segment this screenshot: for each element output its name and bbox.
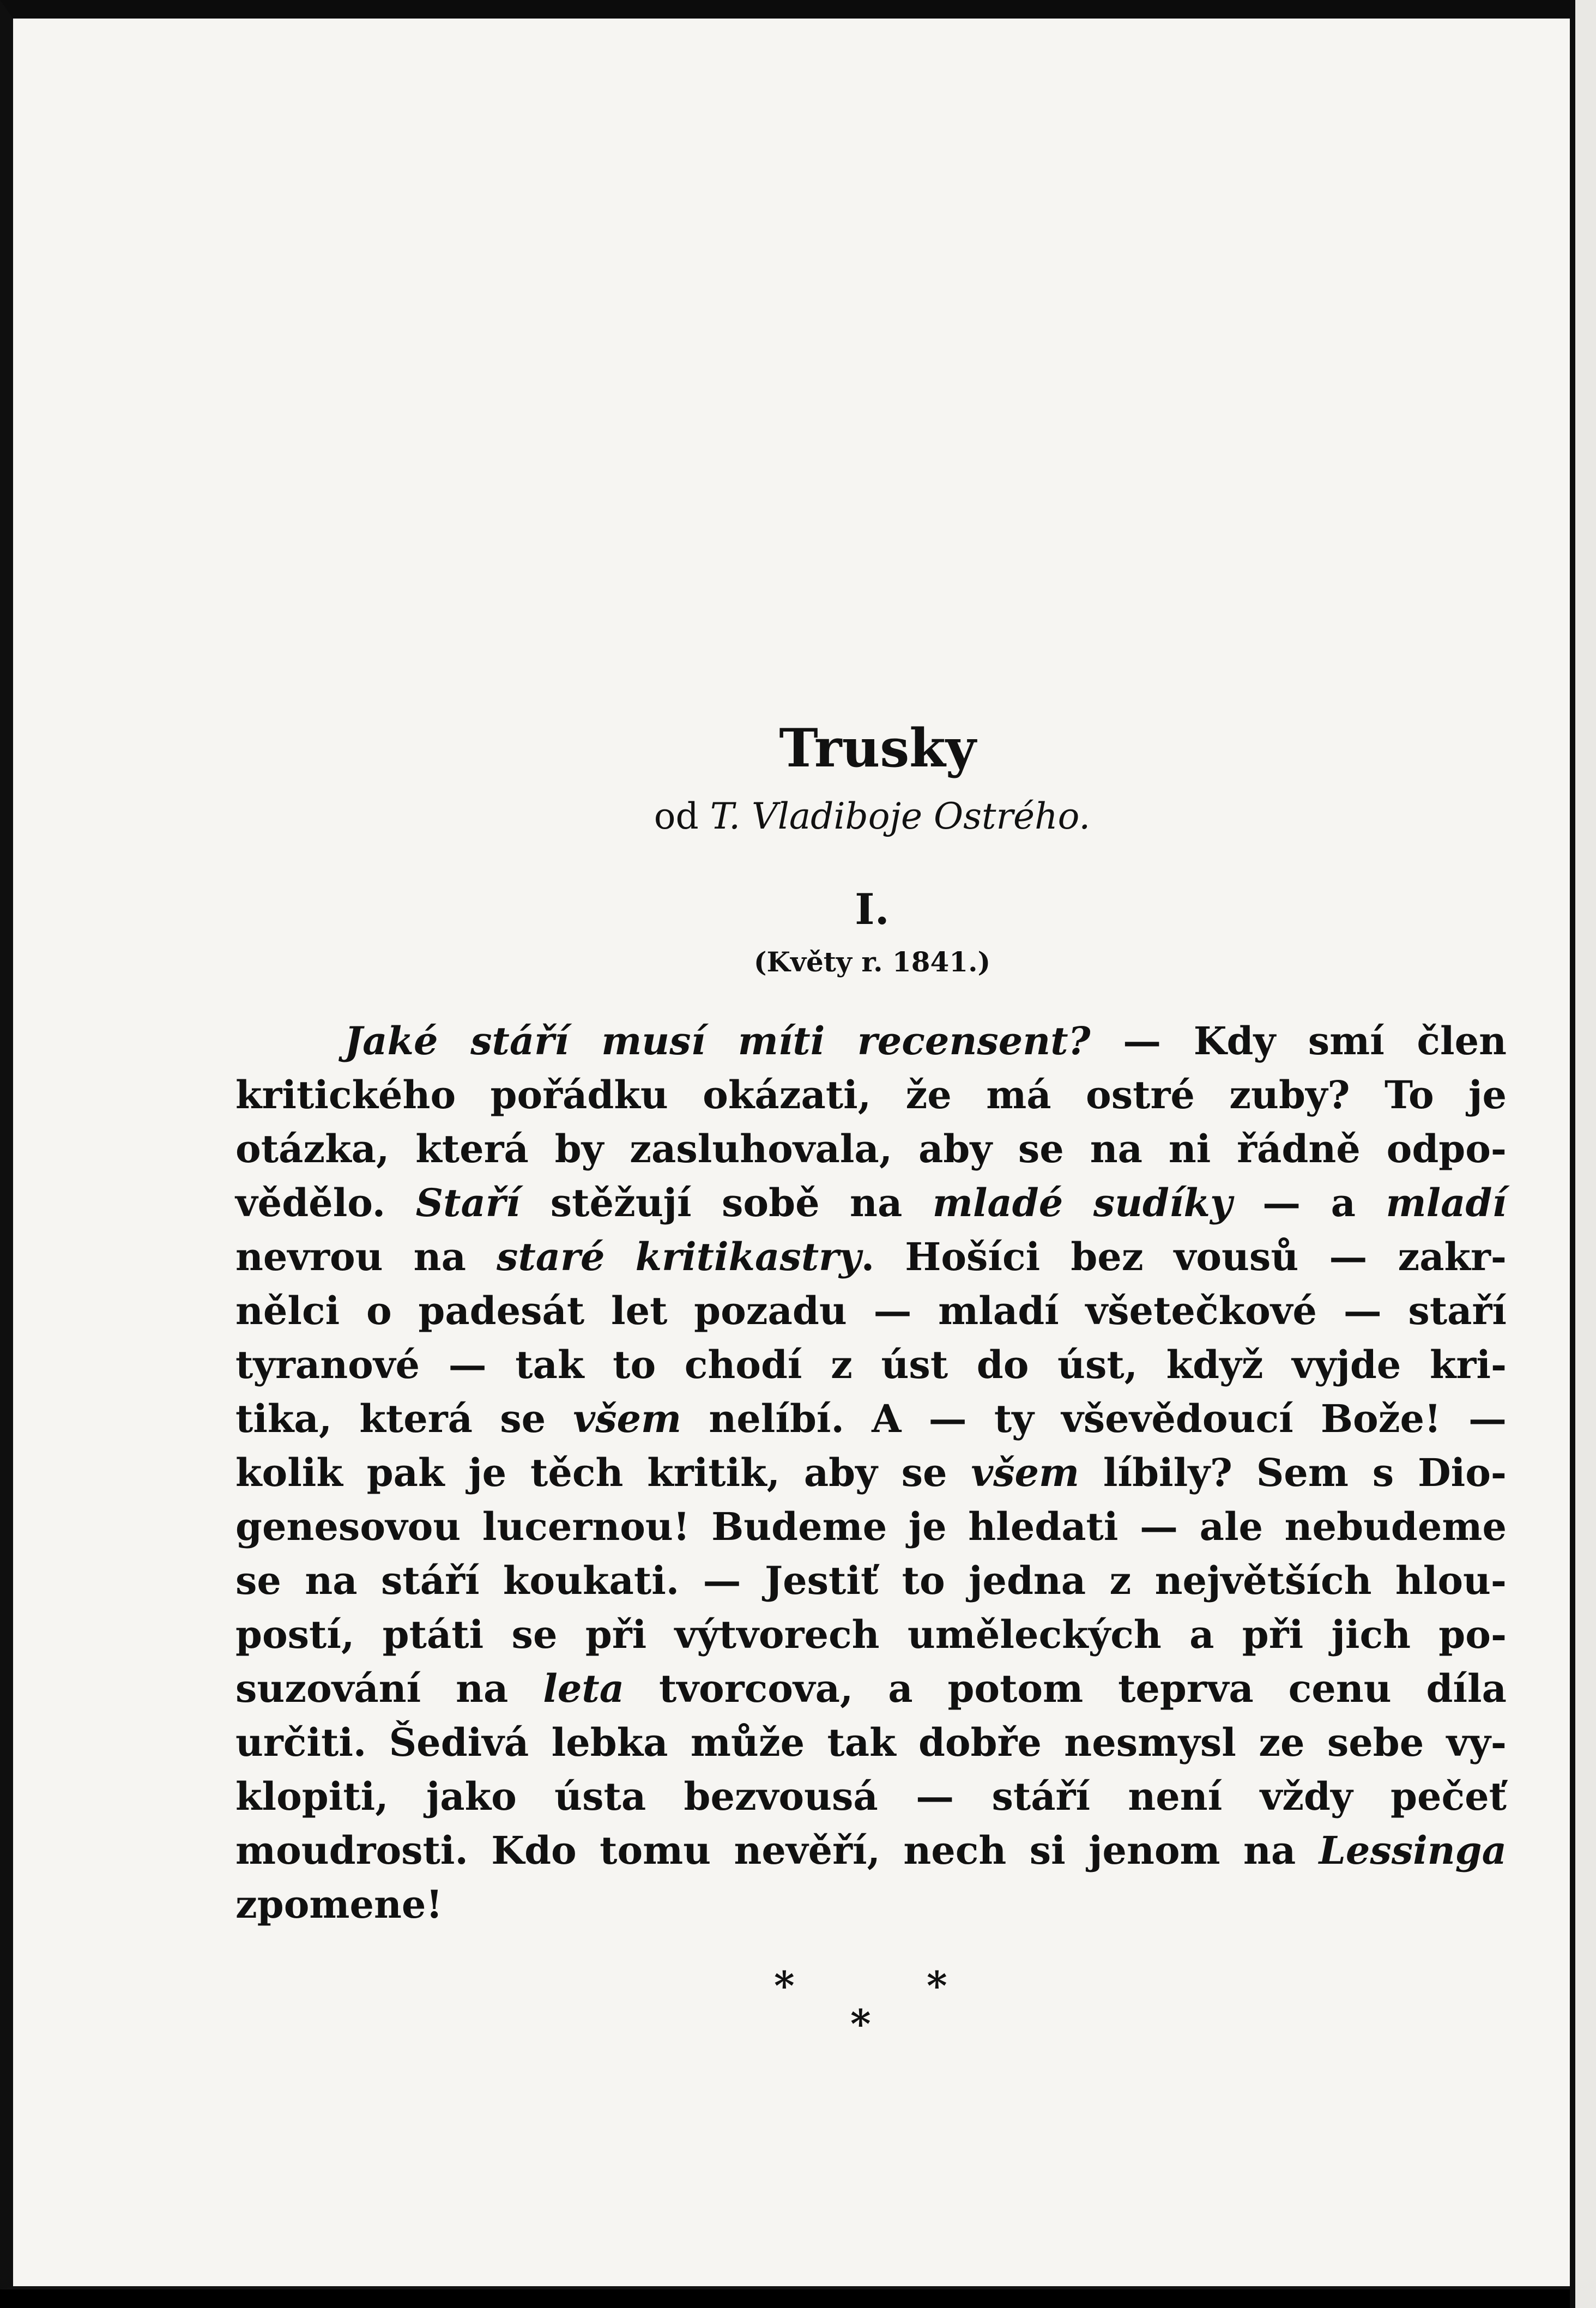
article-title: Trusky	[779, 717, 976, 779]
text-line	[235, 1500, 1507, 1554]
text-line	[235, 1608, 1507, 1661]
text-segment: kritického pořádku okázati, že má ostré zuby? To je	[235, 1072, 1507, 1117]
text-line	[235, 1230, 1507, 1284]
text-line	[235, 1823, 1507, 1877]
text-line	[235, 1446, 1507, 1500]
separator-star: *	[774, 1962, 795, 2009]
text-segment: vědělo.	[235, 1180, 416, 1225]
text-segment: suzování na	[235, 1666, 543, 1711]
italic-text: Jaké stáří musí míti recensent?	[344, 1018, 1091, 1064]
byline-author: T. Vladiboje Ostrého.	[710, 795, 1091, 837]
text-segment: nelíbí. A — ty vševědoucí Bože! —	[681, 1396, 1507, 1441]
text-line	[235, 1661, 1507, 1715]
source-note: (Květy r. 1841.)	[753, 946, 991, 978]
text-segment: se na stáří koukati. — Jestiť to jedna z největších hlou-	[235, 1558, 1507, 1603]
text-segment: tyranové — tak to chodí z úst do úst, když vyjde kri-	[235, 1342, 1507, 1387]
italic-text: leta	[543, 1666, 625, 1711]
text-line	[235, 1392, 1507, 1446]
text-line	[235, 1122, 1507, 1176]
text-segment: zpomene!	[235, 1882, 443, 1927]
separator-star: *	[850, 2001, 871, 2047]
text-segment: nevrou na	[235, 1234, 497, 1279]
article-byline	[545, 795, 1199, 837]
text-segment: otázka, která by zasluhovala, aby se na ni řádně odpo-	[235, 1126, 1507, 1171]
text-line	[235, 1176, 1507, 1230]
text-segment: postí, ptáti se při výtvorech uměleckých a při jich po-	[235, 1612, 1507, 1657]
text-line	[235, 1014, 1507, 1068]
italic-text: Staří	[415, 1180, 521, 1225]
text-line	[235, 1554, 1507, 1608]
text-segment: tika, která se	[235, 1396, 573, 1441]
text-segment: . Hošíci bez vousů — zakr-	[861, 1234, 1507, 1279]
text-line	[235, 1068, 1507, 1122]
article-body	[235, 1014, 1507, 1931]
byline-prefix: od	[654, 795, 699, 837]
text-segment: líbily? Sem s Dio-	[1079, 1450, 1507, 1495]
text-segment: kolik pak je těch kritik, aby se	[235, 1450, 971, 1495]
next-page-edge	[1570, 0, 1596, 2308]
italic-text: Lessinga	[1319, 1828, 1507, 1873]
text-segment: moudrosti. Kdo tomu nevěří, nech si jenom na	[235, 1828, 1319, 1873]
text-segment: nělci o padesát let pozadu — mladí všetečkové — staří	[235, 1288, 1507, 1333]
text-line	[235, 1338, 1507, 1392]
italic-text: všem	[573, 1396, 682, 1441]
separator-star: *	[927, 1962, 947, 2009]
italic-text: staré kritikastry	[497, 1234, 861, 1279]
text-segment: stěžují sobě na	[520, 1180, 933, 1225]
italic-text: všem	[971, 1450, 1080, 1495]
text-line	[235, 1715, 1507, 1769]
text-segment: genesovou lucernou! Budeme je hledati — ale nebudeme	[235, 1504, 1507, 1549]
text-segment: určiti. Šedivá lebka může tak dobře nesmysl ze sebe vy-	[235, 1720, 1507, 1765]
text-segment: tvorcova, a potom teprva cenu díla	[624, 1666, 1507, 1711]
italic-text: mladí	[1386, 1180, 1507, 1225]
text-line	[235, 1284, 1507, 1338]
section-separator	[752, 1962, 992, 2050]
text-line	[235, 1877, 1507, 1931]
text-line	[235, 1769, 1507, 1823]
italic-text: mladé sudíky	[932, 1180, 1232, 1225]
text-segment: klopiti, jako ústa bezvousá — stáří není vždy pečeť	[235, 1774, 1507, 1819]
text-segment: — a	[1232, 1180, 1386, 1225]
section-number: I.	[855, 885, 890, 934]
text-segment: — Kdy smí člen	[1090, 1018, 1507, 1064]
